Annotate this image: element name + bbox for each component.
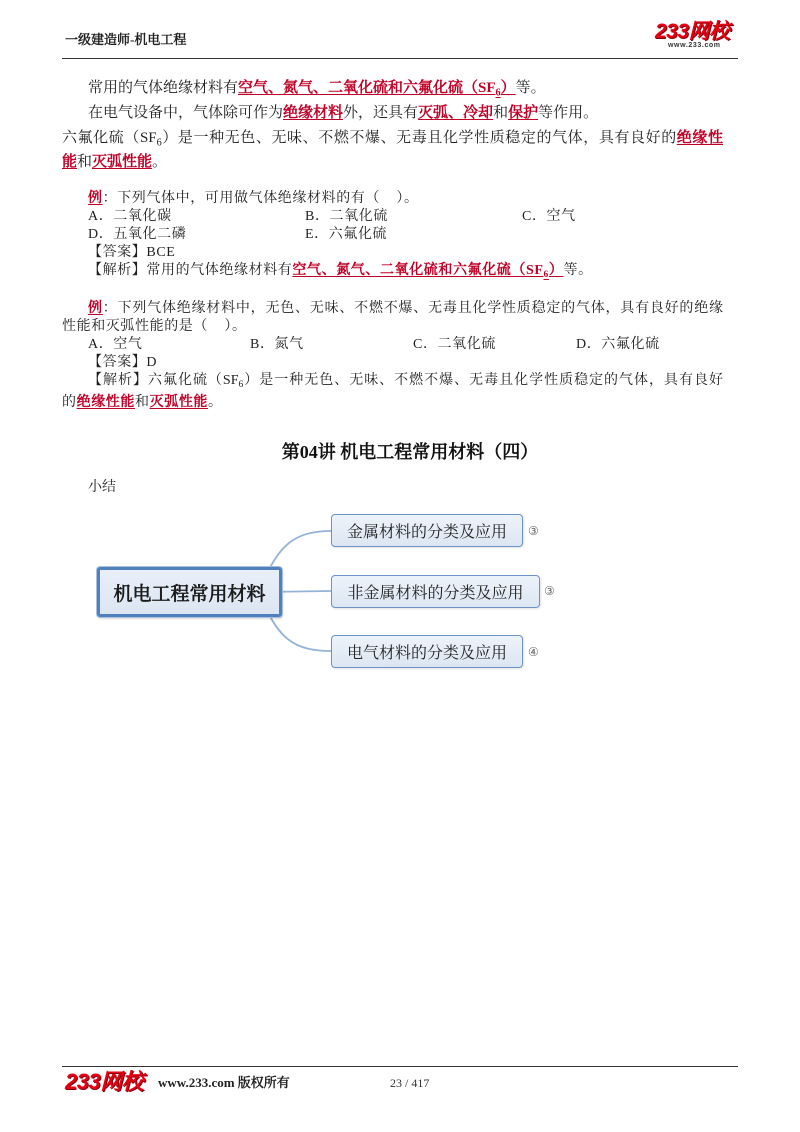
- note-text: 和: [77, 154, 93, 170]
- subscript: 6: [495, 87, 501, 99]
- example-2-question-line-2: [62, 318, 247, 336]
- example-2-question-line-1: [88, 300, 723, 318]
- analysis-text: 。: [208, 395, 223, 410]
- mindmap-topic-label: 非金属材料的分类及应用: [347, 583, 524, 602]
- mindmap-topic-label: 金属材料的分类及应用: [346, 522, 507, 541]
- emphasis-text: 绝缘材料: [283, 105, 344, 121]
- example-2-analysis-line-1: [88, 372, 723, 390]
- note-text: 六氟化硫（SF: [62, 130, 157, 146]
- note-text: 等作用。: [538, 105, 599, 121]
- mindmap-topic-count-badge: ④: [528, 645, 539, 659]
- analysis-text: 【解析】常用的气体绝缘材料有: [88, 263, 293, 278]
- header-rule: [62, 58, 738, 59]
- mindmap-topic-count-badge: ③: [528, 524, 539, 538]
- example-2-analysis-line-2: [62, 394, 223, 412]
- example-2-option-b: B．氮气: [250, 337, 304, 352]
- mindmap-topic-label: 电气材料的分类及应用: [346, 643, 507, 662]
- footer-logo: 233网校: [65, 1069, 144, 1094]
- note-paragraph-1: [88, 78, 546, 98]
- note-text: 和: [493, 105, 509, 121]
- mindmap-central-label: 机电工程常用材料: [113, 583, 266, 605]
- subscript: 6: [543, 270, 549, 281]
- note-paragraph-2: [88, 103, 598, 123]
- example-1-option-b: B．二氧化硫: [305, 209, 388, 224]
- note-text: 。: [152, 154, 168, 170]
- emphasis-text: 空气、氮气、二氧化硫和六氟化硫（SF: [238, 80, 496, 96]
- example-label: 例: [88, 191, 103, 206]
- header-logo: 233网校: [655, 20, 730, 43]
- emphasis-text: ）: [500, 80, 516, 96]
- emphasis-text: 灭弧性能: [92, 154, 153, 170]
- note-text: 常用的气体绝缘材料有: [88, 80, 239, 96]
- mindmap-topic-nonmetal-materials: [331, 575, 540, 608]
- note-paragraph-3-line-2: [62, 152, 167, 172]
- header-logo-url: www.233.com: [668, 42, 721, 49]
- emphasis-text: 空气、氮气、二氧化硫和六氟化硫（SF: [292, 263, 544, 278]
- footer-copyright: www.233.com 版权所有: [158, 1075, 290, 1090]
- note-text: ）是一种无色、无味、不燃不爆、无毒且化学性质稳定的气体，具有良好的: [161, 130, 677, 146]
- question-text: 性能和灭弧性能的是（ ）。: [62, 319, 247, 334]
- example-2-answer: 【答案】D: [88, 355, 158, 370]
- note-paragraph-3-line-1: [62, 128, 723, 148]
- mindmap-central-topic: [97, 567, 282, 617]
- page-number: 23 / 417: [390, 1076, 430, 1090]
- example-1-option-c: C．空气: [522, 209, 576, 224]
- emphasis-text: 灭弧性能: [149, 395, 209, 410]
- question-text: ：下列气体中，可用做气体绝缘材料的有（ ）。: [102, 191, 419, 206]
- emphasis-text: 灭弧、冷却: [418, 105, 494, 121]
- example-2-option-c: C．二氧化硫: [413, 337, 496, 352]
- emphasis-text: 绝缘性: [676, 130, 723, 146]
- note-text: 外，还具有: [343, 105, 419, 121]
- note-text: 等。: [515, 80, 546, 96]
- document-header-title: 一级建造师-机电工程: [65, 32, 187, 47]
- analysis-text: 【解析】六氟化硫（SF: [88, 373, 239, 388]
- analysis-text: 的: [62, 395, 77, 410]
- emphasis-text: 能: [62, 154, 78, 170]
- example-label: 例: [88, 301, 103, 316]
- example-1-question: [88, 190, 419, 208]
- summary-label: 小结: [88, 480, 116, 495]
- question-text: ：下列气体绝缘材料中，无色、无味、不燃不爆、无毒且化学性质稳定的气体，具有良好的绝缘: [102, 301, 724, 316]
- emphasis-text: ）: [548, 263, 564, 278]
- subscript: 6: [238, 380, 244, 391]
- example-1-answer: 【答案】BCE: [88, 245, 176, 260]
- subscript: 6: [156, 137, 162, 149]
- note-text: 在电气设备中，气体除可作为: [88, 105, 284, 121]
- mindmap-topic-electrical-materials: [331, 635, 523, 668]
- example-2-option-d: D．六氟化硫: [576, 337, 660, 352]
- example-1-option-d: D．五氧化二磷: [88, 227, 187, 242]
- emphasis-text: 保护: [508, 105, 539, 121]
- example-1-option-a: A．二氧化碳: [88, 209, 172, 224]
- section-title: 第04讲 机电工程常用材料（四）: [281, 442, 539, 462]
- analysis-text: 和: [135, 395, 150, 410]
- example-1-option-e: E．六氟化硫: [305, 227, 388, 242]
- analysis-text: 等。: [563, 263, 593, 278]
- example-1-analysis: [88, 262, 593, 280]
- mindmap-topic-count-badge: ③: [544, 584, 555, 598]
- analysis-text: ）是一种无色、无味、不燃不爆、无毒且化学性质稳定的气体，具有良好: [243, 373, 723, 388]
- example-2-option-a: A．空气: [88, 337, 143, 352]
- mindmap-topic-metal-materials: [331, 514, 523, 547]
- footer-rule: [62, 1066, 738, 1067]
- emphasis-text: 绝缘性能: [76, 395, 136, 410]
